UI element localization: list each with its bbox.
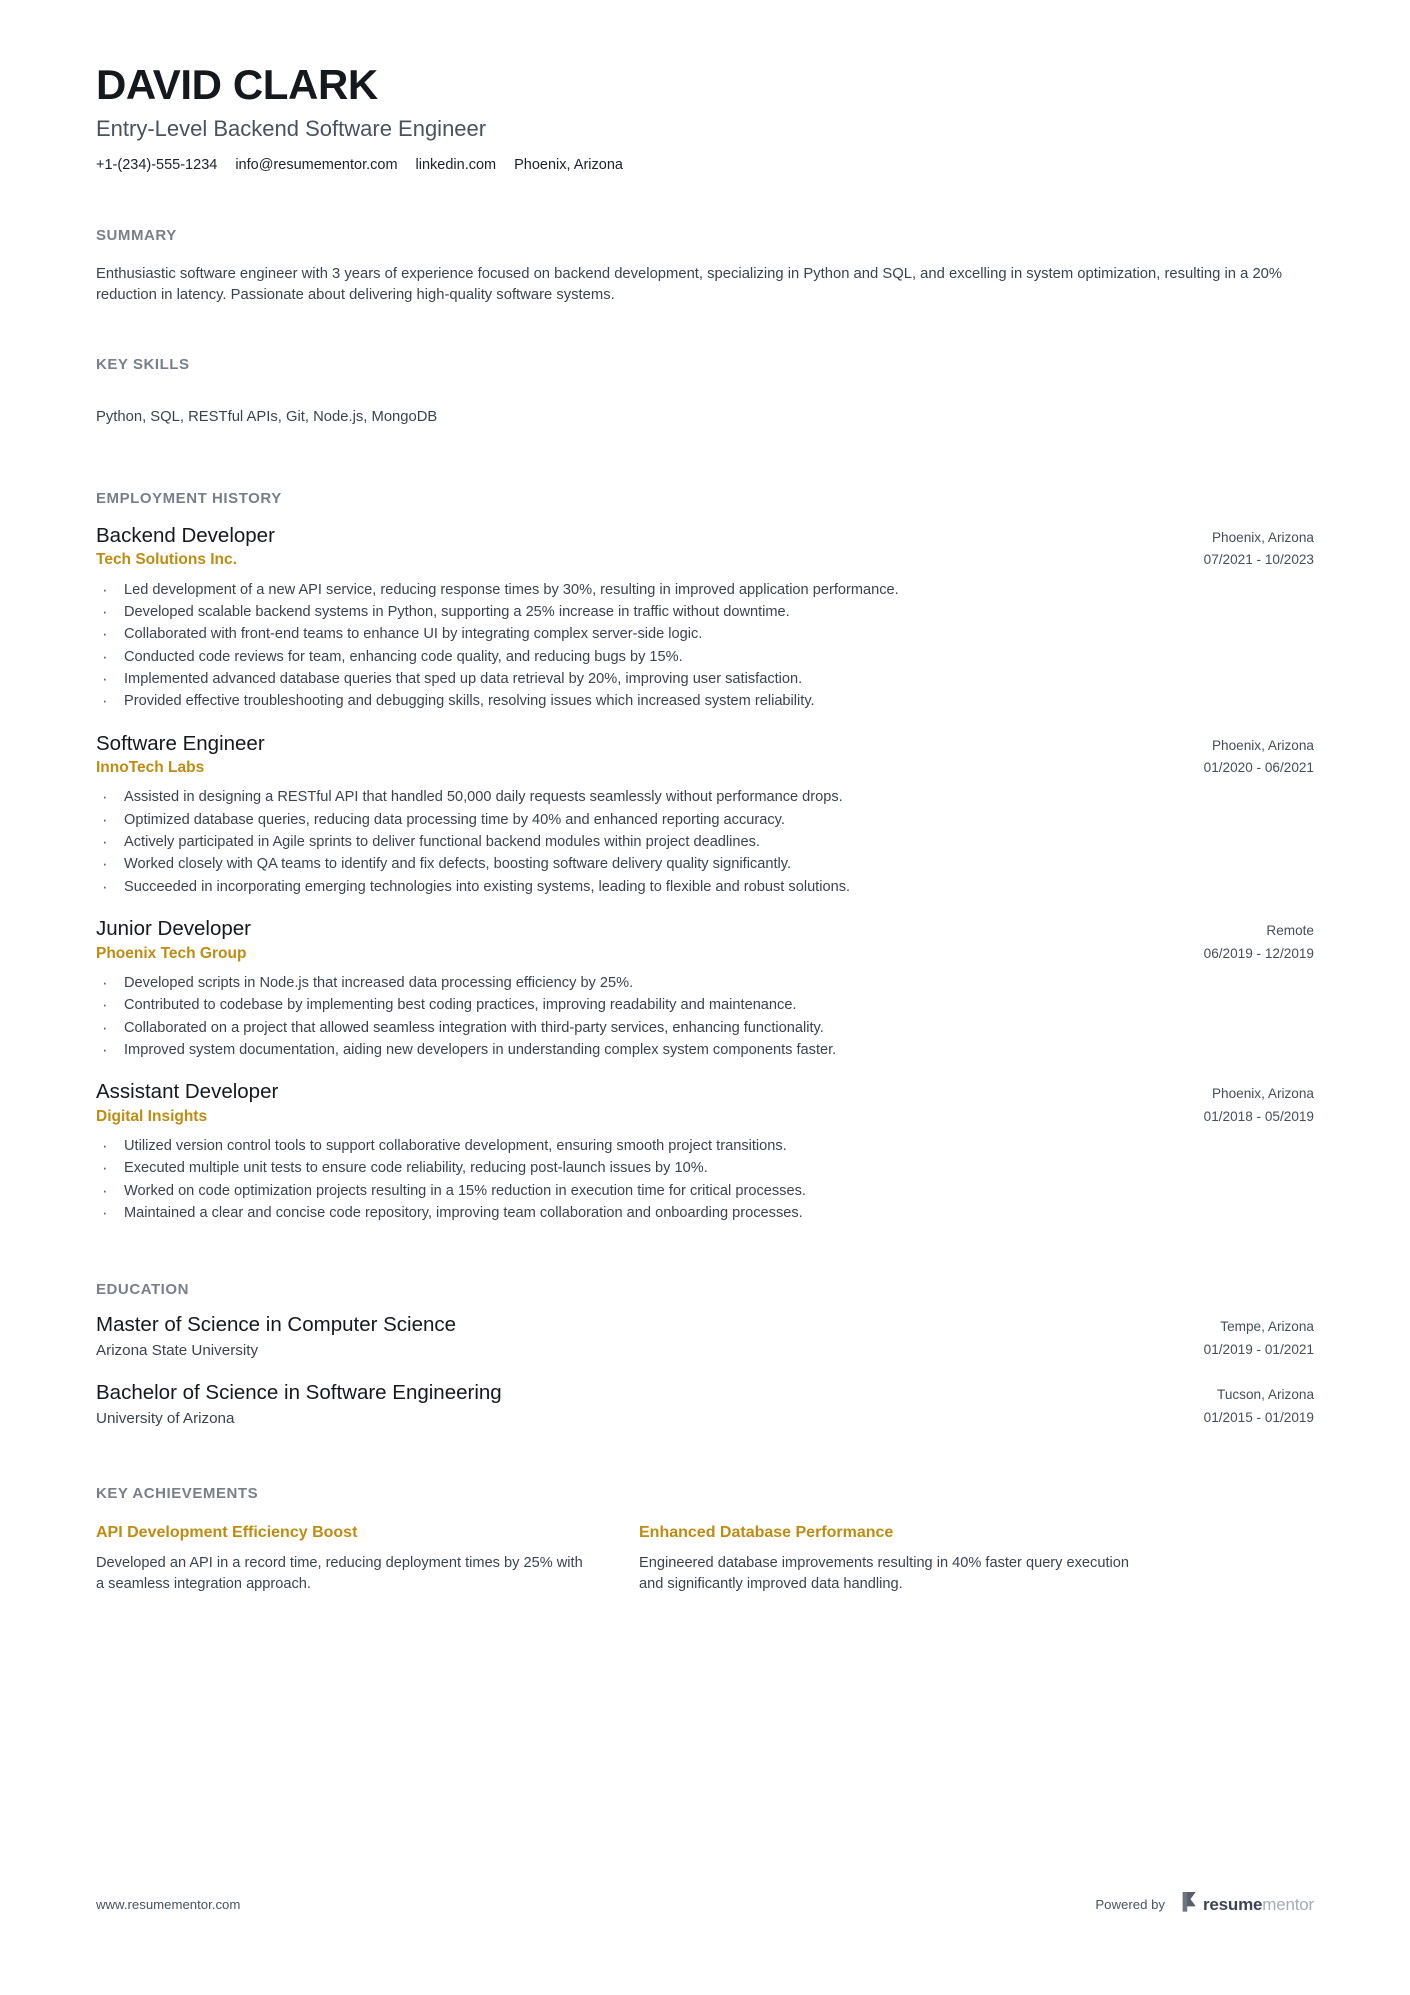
employment-history-section <box>96 490 1314 1225</box>
footer-branding <box>1095 1892 1314 1917</box>
job-role: Junior Developer <box>96 917 251 941</box>
achievement-title: Enhanced Database Performance <box>639 1524 894 1542</box>
resumementor-logo <box>1181 1892 1314 1917</box>
candidate-job-title: Entry-Level Backend Software Engineer <box>96 116 487 142</box>
job-location: Phoenix, Arizona <box>1211 1086 1314 1102</box>
job-bullet: · Collaborated on a project that allowed seamless integration with third-party services, enhancing functionality. <box>96 1017 1314 1039</box>
summary-text: Enthusiastic software engineer with 3 years of experience focused on backend development, specializing in Python and SQL, and excelling in system optimization, resulting in a 20% reduction in latency. Passionate about delivering high-quality software systems. <box>96 265 1283 304</box>
candidate-name: DAVID CLARK <box>96 61 378 108</box>
job-bullet: · Assisted in designing a RESTful API that handled 50,000 daily requests seamlessly without performance drops. <box>96 786 1314 808</box>
achievement-item <box>96 1523 593 1595</box>
education-entry-meta <box>1204 1380 1314 1429</box>
job-bullet-list <box>96 786 1314 898</box>
page-footer <box>96 1892 1314 1917</box>
job-dates: 01/2018 - 05/2019 <box>1203 1108 1314 1124</box>
job-bullet: · Led development of a new API service, reducing response times by 30%, resulting in improved application performance. <box>96 579 1314 601</box>
achievement-text: Engineered database improvements resulting in 40% faster query execution and significantly improved data handling. <box>639 1555 1129 1593</box>
job-location: Remote <box>1266 923 1314 939</box>
employment-entry-meta <box>1204 916 1314 965</box>
education-entry-header <box>96 1312 1314 1361</box>
degree-name: Master of Science in Computer Science <box>96 1313 457 1337</box>
education-entry-main <box>96 1312 1204 1361</box>
employment-entry <box>96 1079 1314 1224</box>
summary-section <box>96 227 1314 308</box>
job-bullet: · Maintained a clear and concise code repository, improving team collaboration and onboarding processes. <box>96 1202 1314 1224</box>
job-bullet-list <box>96 972 1314 1061</box>
contact-email[interactable]: info@resumementor.com <box>235 156 398 173</box>
employment-entry-header <box>96 1079 1314 1128</box>
employment-entry-main <box>96 523 1204 571</box>
key-skills-list: Python, SQL, RESTful APIs, Git, Node.js, MongoDB <box>96 409 438 426</box>
job-bullet: · Executed multiple unit tests to ensure code reliability, reducing post-launch issues by 10%. <box>96 1157 1314 1179</box>
job-bullet: · Optimized database queries, reducing data processing time by 40% and enhanced reporting accuracy. <box>96 809 1314 831</box>
job-bullet: · Conducted code reviews for team, enhancing code quality, and reducing bugs by 15%. <box>96 646 1314 668</box>
employment-entry-meta <box>1204 731 1314 780</box>
job-bullet: · Developed scalable backend systems in Python, supporting a 25% increase in traffic without downtime. <box>96 601 1314 623</box>
contact-linkedin[interactable]: linkedin.com <box>415 156 497 173</box>
company-name: Phoenix Tech Group <box>96 944 247 962</box>
key-skills-section <box>96 356 1314 428</box>
education-entry <box>96 1380 1314 1429</box>
contact-info <box>96 156 1314 175</box>
key-achievements-section-title: KEY ACHIEVEMENTS <box>96 1485 259 1503</box>
achievement-title: API Development Efficiency Boost <box>96 1524 358 1542</box>
job-dates: 07/2021 - 10/2023 <box>1203 552 1314 568</box>
education-section <box>96 1281 1314 1429</box>
key-skills-section-title: KEY SKILLS <box>96 356 190 374</box>
education-entry-meta <box>1204 1312 1314 1361</box>
company-name: Tech Solutions Inc. <box>96 551 237 569</box>
employment-entry-header <box>96 731 1314 780</box>
job-bullet: · Collaborated with front-end teams to enhance UI by integrating complex server-side logic. <box>96 623 1314 645</box>
resumementor-wordmark <box>1203 1896 1314 1913</box>
job-bullet: · Implemented advanced database queries that sped up data retrieval by 20%, improving user satisfaction. <box>96 668 1314 690</box>
footer-website-url[interactable]: www.resumementor.com <box>96 1897 241 1912</box>
job-bullet: · Provided effective troubleshooting and debugging skills, resolving issues which increased system reliability. <box>96 690 1314 712</box>
degree-name: Bachelor of Science in Software Engineering <box>96 1381 502 1405</box>
company-name: Digital Insights <box>96 1107 208 1125</box>
powered-by-label: Powered by <box>1095 1897 1165 1912</box>
job-role: Assistant Developer <box>96 1080 279 1104</box>
job-role: Backend Developer <box>96 523 275 547</box>
school-location: Tucson, Arizona <box>1217 1387 1314 1403</box>
job-dates: 01/2020 - 06/2021 <box>1203 760 1314 776</box>
employment-entry-meta <box>1204 523 1314 572</box>
resume-header <box>96 62 1314 175</box>
job-bullet: · Contributed to codebase by implementing best coding practices, improving readability and maintenance. <box>96 994 1314 1016</box>
education-entry-main <box>96 1380 1204 1429</box>
employment-entry <box>96 731 1314 898</box>
job-bullet: · Actively participated in Agile sprints to deliver functional backend modules within project deadlines. <box>96 831 1314 853</box>
employment-entry-main <box>96 916 1204 964</box>
education-entry-header <box>96 1380 1314 1429</box>
key-achievements-grid <box>96 1523 1314 1595</box>
job-bullet: · Developed scripts in Node.js that increased data processing efficiency by 25%. <box>96 972 1314 994</box>
employment-entry-main <box>96 731 1204 779</box>
employment-history-section-title: EMPLOYMENT HISTORY <box>96 489 282 507</box>
key-achievements-section <box>96 1485 1314 1595</box>
company-name: InnoTech Labs <box>96 759 205 777</box>
employment-entry <box>96 916 1314 1061</box>
summary-section-title: SUMMARY <box>96 226 177 244</box>
achievement-item <box>639 1523 1136 1595</box>
logo-word-resume: resume <box>1203 1895 1263 1914</box>
job-bullet: · Utilized version control tools to support collaborative development, ensuring smooth project transitions. <box>96 1135 1314 1157</box>
job-bullet: · Improved system documentation, aiding new developers in understanding complex system components faster. <box>96 1039 1314 1061</box>
employment-entry-meta <box>1204 1079 1314 1128</box>
school-name: Arizona State University <box>96 1342 259 1360</box>
employment-entry-header <box>96 916 1314 965</box>
education-entry <box>96 1312 1314 1361</box>
school-name: University of Arizona <box>96 1409 235 1427</box>
job-bullet: · Worked on code optimization projects resulting in a 15% reduction in execution time for critical processes. <box>96 1180 1314 1202</box>
job-location: Phoenix, Arizona <box>1211 737 1314 753</box>
school-location: Tempe, Arizona <box>1220 1319 1314 1335</box>
logo-word-mentor: mentor <box>1262 1895 1314 1914</box>
job-bullet: · Worked closely with QA teams to identify and fix defects, boosting software delivery quality significantly. <box>96 853 1314 875</box>
job-role: Software Engineer <box>96 731 265 755</box>
school-dates: 01/2019 - 01/2021 <box>1203 1341 1314 1357</box>
job-bullet-list <box>96 579 1314 713</box>
contact-phone[interactable]: +1-(234)-555-1234 <box>96 156 218 173</box>
job-bullet-list <box>96 1135 1314 1224</box>
contact-location: Phoenix, Arizona <box>514 156 623 173</box>
education-section-title: EDUCATION <box>96 1281 190 1299</box>
job-location: Phoenix, Arizona <box>1211 529 1314 545</box>
employment-entry-main <box>96 1079 1204 1127</box>
job-dates: 06/2019 - 12/2019 <box>1203 945 1314 961</box>
job-bullet: · Succeeded in incorporating emerging technologies into existing systems, leading to flexible and robust solutions. <box>96 876 1314 898</box>
achievement-text: Developed an API in a record time, reducing deployment times by 25% with a seamless integration approach. <box>96 1555 583 1593</box>
resumementor-flag-logo-icon <box>1181 1892 1198 1917</box>
employment-entry <box>96 523 1314 713</box>
school-dates: 01/2015 - 01/2019 <box>1203 1409 1314 1425</box>
employment-entry-header <box>96 523 1314 572</box>
